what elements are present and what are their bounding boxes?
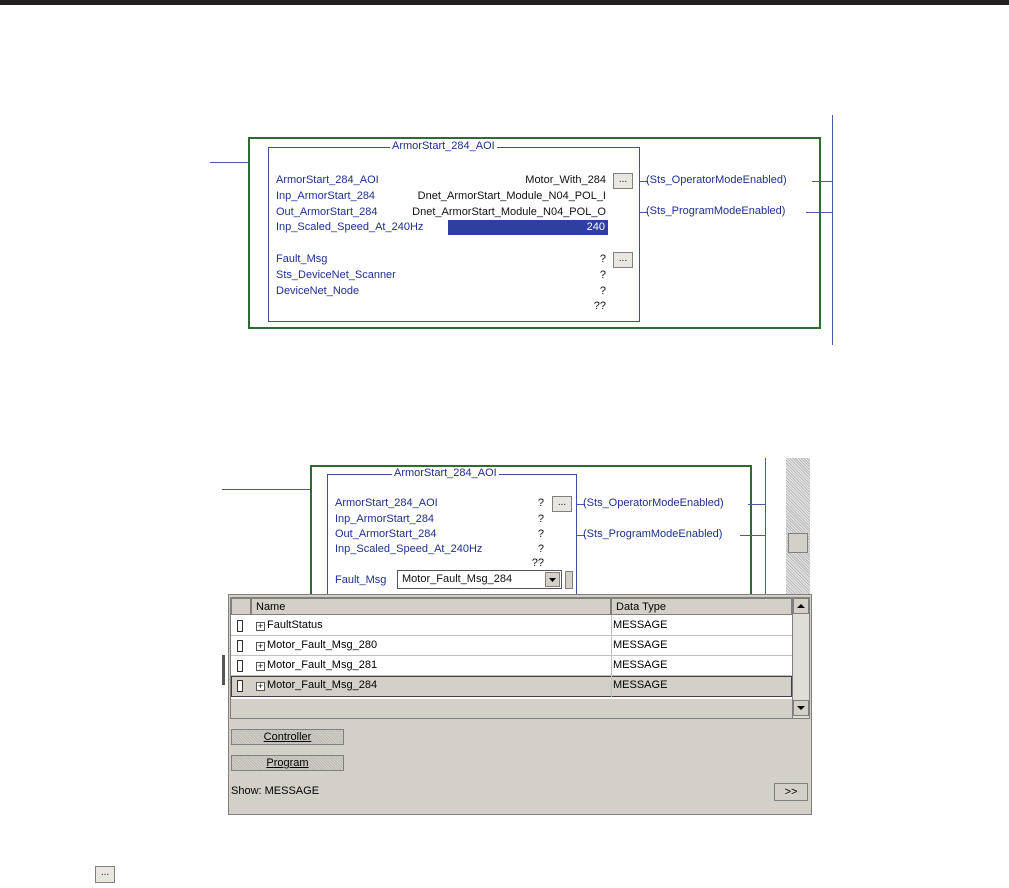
param-value[interactable]: Dnet_ArmorStart_Module_N04_POL_O <box>412 206 606 218</box>
expand-icon[interactable]: + <box>257 661 264 671</box>
param-label: Fault_Msg <box>335 574 387 586</box>
expand-icon[interactable]: + <box>257 621 264 631</box>
header-rule <box>0 0 1009 5</box>
param-label: ArmorStart_284_AOI <box>276 174 379 186</box>
expand-icon[interactable]: + <box>257 681 264 691</box>
table-row[interactable] <box>231 636 792 656</box>
param-label: Out_ArmorStart_284 <box>276 206 378 218</box>
param-value[interactable]: ? <box>599 285 606 297</box>
fault-msg-dropdown[interactable] <box>397 570 562 589</box>
browse-ellipsis-button[interactable]: ... <box>613 173 633 189</box>
tag-type: MESSAGE <box>613 619 668 631</box>
coil-wire <box>740 535 765 536</box>
tag-icon <box>237 660 243 672</box>
param-value[interactable]: ? <box>599 269 606 281</box>
chevron-down-icon <box>794 701 808 715</box>
param-label: Inp_ArmorStart_284 <box>335 513 435 525</box>
param-value[interactable]: ? <box>599 253 606 265</box>
param-value[interactable]: Dnet_ArmorStart_Module_N04_POL_I <box>417 190 606 202</box>
power-rail-right <box>765 458 766 598</box>
rung-wire-left <box>222 489 312 490</box>
column-divider <box>611 615 612 697</box>
column-header-name[interactable]: Name <box>251 598 611 615</box>
param-label: Inp_Scaled_Speed_At_240Hz <box>276 221 424 233</box>
scrollbar-thumb[interactable] <box>788 533 808 553</box>
tag-type: MESSAGE <box>613 659 668 671</box>
tag-type: MESSAGE <box>613 679 668 691</box>
left-edge-mark <box>222 655 225 685</box>
power-rail-right <box>832 115 833 345</box>
param-label: Inp_ArmorStart_284 <box>276 190 376 202</box>
output-coil[interactable]: (Sts_ProgramModeEnabled) <box>646 205 786 217</box>
browse-ellipsis-button[interactable]: ... <box>613 252 633 268</box>
rung-wire-left <box>210 162 250 163</box>
aoi-title-bottom: ArmorStart_284_AOI <box>394 467 497 479</box>
param-label: ArmorStart_284_AOI <box>335 497 438 509</box>
tag-type: MESSAGE <box>613 639 668 651</box>
output-coil[interactable]: (Sts_OperatorModeEnabled) <box>646 174 787 186</box>
tag-name: Motor_Fault_Msg_284 <box>267 679 378 691</box>
param-value[interactable]: Motor_With_284 <box>525 174 606 186</box>
column-header-datatype[interactable]: Data Type <box>611 598 792 615</box>
param-label: Sts_DeviceNet_Scanner <box>276 269 396 281</box>
tag-icon <box>237 680 243 692</box>
tag-icon <box>237 640 243 652</box>
browse-ellipsis-button[interactable]: ... <box>552 496 572 512</box>
aoi-title-top: ArmorStart_284_AOI <box>392 140 495 152</box>
param-value[interactable]: ? <box>537 543 544 555</box>
output-coil[interactable]: (Sts_ProgramModeEnabled) <box>583 528 723 540</box>
more-options-button[interactable]: >> <box>774 783 808 801</box>
ellipsis-button-icon: ... <box>95 866 115 883</box>
chevron-up-icon <box>794 599 808 613</box>
ladder-vertical-scrollbar[interactable] <box>786 458 810 598</box>
tag-name: Motor_Fault_Msg_281 <box>267 659 378 671</box>
param-label: Out_ArmorStart_284 <box>335 528 437 540</box>
tag-name: Motor_Fault_Msg_280 <box>267 639 378 651</box>
output-coil[interactable]: (Sts_OperatorModeEnabled) <box>583 497 724 509</box>
controller-scope-button[interactable]: Controller <box>231 729 344 745</box>
param-value[interactable]: ? <box>537 528 544 540</box>
table-row[interactable] <box>231 616 792 636</box>
coil-wire <box>806 212 832 213</box>
tag-name: FaultStatus <box>267 619 323 631</box>
table-row[interactable] <box>231 656 792 676</box>
param-label: Inp_Scaled_Speed_At_240Hz <box>335 543 483 555</box>
dropdown-value: Motor_Fault_Msg_284 <box>402 573 513 585</box>
scroll-up-button[interactable] <box>793 598 809 614</box>
coil-wire <box>748 504 765 505</box>
param-value[interactable]: ? <box>537 497 544 509</box>
speed-value-input[interactable]: 240 <box>448 220 608 235</box>
param-label: Fault_Msg <box>276 253 328 265</box>
tag-icon <box>237 620 243 632</box>
grid-corner <box>231 598 251 615</box>
dropdown-side-handle[interactable] <box>565 571 573 589</box>
param-label: DeviceNet_Node <box>276 285 360 297</box>
expand-icon[interactable]: + <box>257 641 264 651</box>
scroll-down-button[interactable] <box>793 700 809 716</box>
param-value[interactable]: ? <box>537 513 544 525</box>
extra-marker: ?? <box>531 557 544 569</box>
table-row-selected[interactable] <box>231 676 792 697</box>
program-scope-button[interactable]: Program <box>231 755 344 771</box>
show-filter-text: Show: MESSAGE <box>231 785 320 797</box>
chevron-down-icon[interactable] <box>545 572 560 587</box>
extra-marker: ?? <box>593 300 606 312</box>
coil-wire <box>812 181 832 182</box>
